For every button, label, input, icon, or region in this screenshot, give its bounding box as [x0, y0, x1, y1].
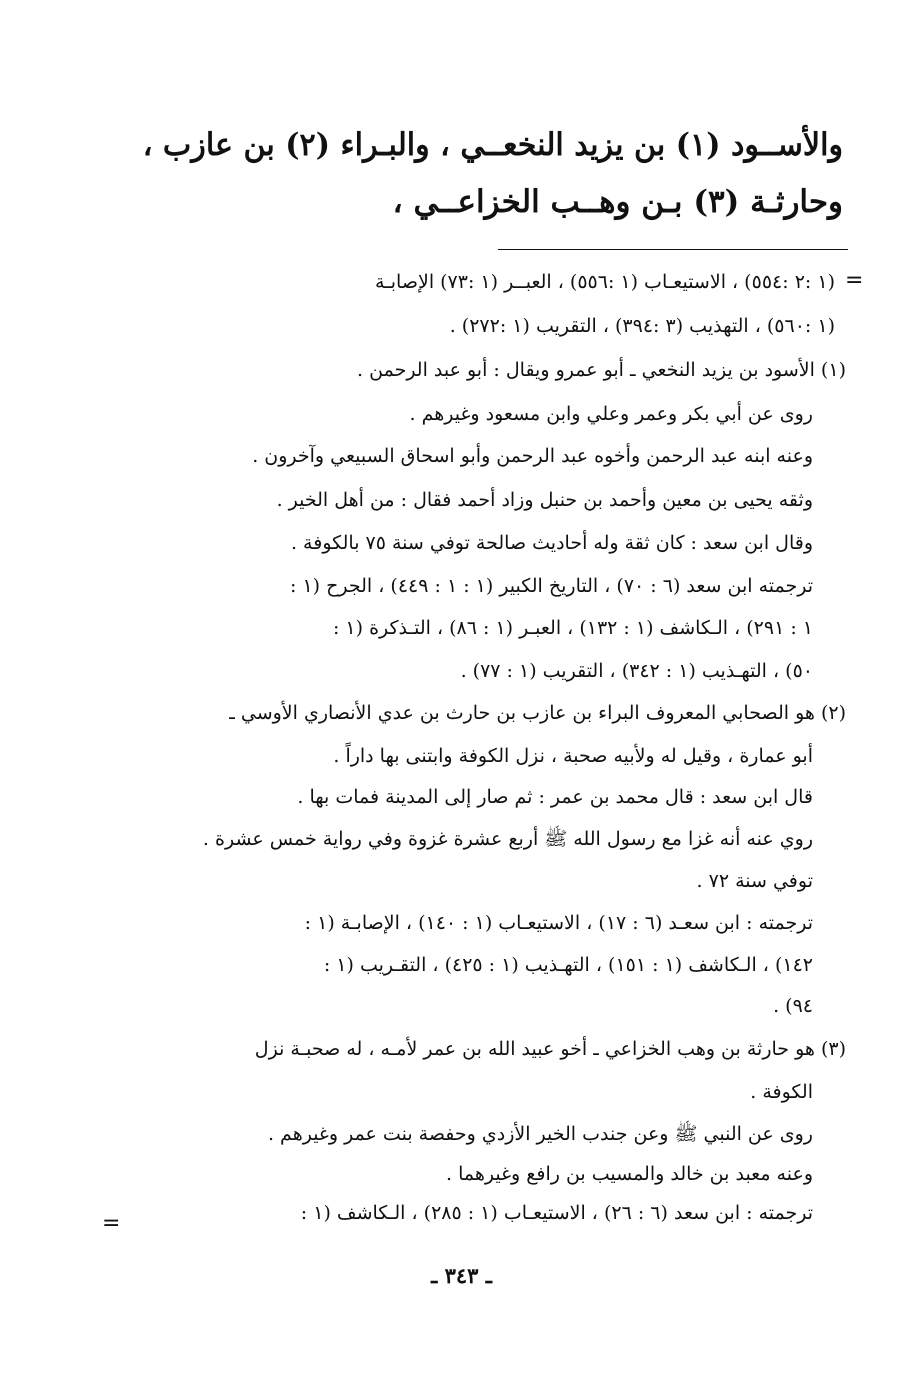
- footnote-2-line-7: ١٤٢) ، الـكاشف (١ : ١٥١) ، التهـذيب (١ : ٤٢٥) ، التقـريب (١ :: [323, 954, 813, 976]
- footnote-1-line-5: وقال ابن سعد : كان ثقة وله أحاديث صالحة توفي سنة ٧٥ بالكوفة .: [290, 532, 813, 554]
- page-number: ـ ٣٤٣ ـ: [431, 1263, 492, 1288]
- footnote-2-line-1: (٢) هو الصحابي المعروف البراء بن عازب بن حارث بن عدي الأنصاري الأوسي ـ: [229, 702, 846, 724]
- footnote-2-line-3: قال ابن سعد : قال محمد بن عمر : ثم صار إلى المدينة فمات بها .: [297, 786, 813, 808]
- footnote-divider: [498, 249, 848, 250]
- footnote-1-line-6: ترجمته ابن سعد (٦ : ٧٠) ، التاريخ الكبير (١ : ١ : ٤٤٩) ، الجرح (١ :: [290, 575, 813, 597]
- footnote-3-line-4: وعنه معبد بن خالد والمسيب بن رافع وغيرهما .: [446, 1163, 813, 1185]
- footnote-2-line-4: روي عنه أنه غزا مع رسول الله ﷺ أربع عشرة غزوة وفي رواية خمس عشرة .: [202, 828, 813, 850]
- continuation-mark: =: [845, 268, 864, 293]
- main-text-line-1: والأســود (١) بن يزيد النخعــي ، والبـراء (٢) بن عازب ،: [142, 127, 843, 163]
- footnote-2-line-8: ٩٤) .: [773, 995, 813, 1017]
- footnote-3-line-5: ترجمته : ابن سعد (٦ : ٢٦) ، الاستيعـاب (١ : ٢٨٥) ، الـكاشف (١ :: [300, 1202, 813, 1224]
- footnote-1-line-7: ١ : ٢٩١) ، الـكاشف (١ : ١٣٢) ، العبـر (١ : ٨٦) ، التـذكرة (١ :: [332, 617, 813, 639]
- footnote-1-line-3: وعنه ابنه عبد الرحمن وأخوه عبد الرحمن وأبو اسحاق السبيعي وآخرون .: [252, 445, 813, 467]
- footnote-1-line-8: ٥٠) ، التهـذيب (١ : ٣٤٢) ، التقريب (١ : ٧٧) .: [460, 660, 813, 682]
- main-text-line-2: وحارثـة (٣) بـن وهــب الخزاعــي ،: [392, 184, 843, 220]
- footnote-2-line-6: ترجمته : ابن سعـد (٦ : ١٧) ، الاستيعـاب (١ : ١٤٠) ، الإصابـة (١ :: [304, 912, 813, 934]
- footnote-2-line-5: توفي سنة ٧٢ .: [696, 870, 813, 892]
- footnote-2-line-2: أبو عمارة ، وقيل له ولأبيه صحبة ، نزل الكوفة وابتنى بها داراً .: [333, 745, 813, 767]
- footnote-3-line-2: الكوفة .: [750, 1081, 813, 1103]
- continuation-line-2: (١ :٥٦٠) ، التهذيب (٣ :٣٩٤) ، التقريب (١ :٢٧٢) .: [449, 315, 835, 337]
- footnote-3-line-1: (٣) هو حارثة بن وهب الخزاعي ـ أخو عبيد الله بن عمر لأمـه ، له صحبـة نزل: [254, 1038, 846, 1060]
- continuation-line-1: (١ :٢ :٥٥٤) ، الاستيعـاب (١ :٥٥٦) ، العبــر (١ :٧٣) الإصابـة: [375, 271, 835, 293]
- continuation-end-mark: =: [102, 1211, 121, 1236]
- footnote-3-line-3: روى عن النبي ﷺ وعن جندب الخير الأزدي وحفصة بنت عمر وغيرهم .: [267, 1123, 813, 1145]
- footnote-1-line-4: وثقه يحيى بن معين وأحمد بن حنبل وزاد أحمد فقال : من أهل الخير .: [276, 489, 813, 511]
- footnote-1-line-1: (١) الأسود بن يزيد النخعي ـ أبو عمرو ويقال : أبو عبد الرحمن .: [357, 359, 846, 381]
- footnote-1-line-2: روى عن أبي بكر وعمر وعلي وابن مسعود وغيرهم .: [409, 403, 813, 425]
